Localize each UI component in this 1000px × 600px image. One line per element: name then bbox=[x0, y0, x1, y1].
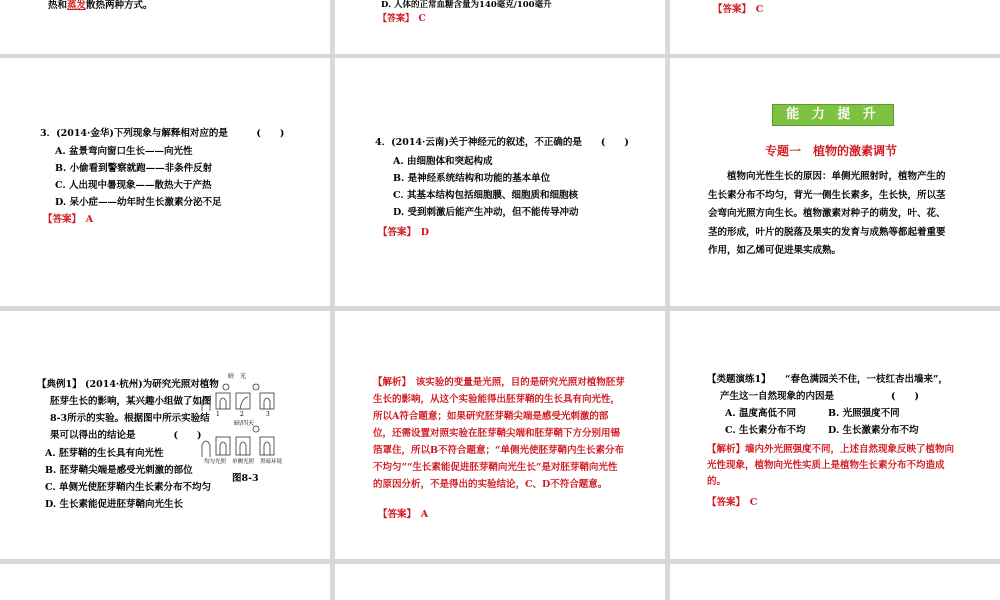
topic-title: 专题一 植物的激素调节 bbox=[765, 144, 898, 158]
slide-12 bbox=[670, 564, 1000, 600]
option-d: D. 人体的正常血糖含量为140毫克/100毫升 bbox=[381, 0, 552, 10]
option-b: B. 胚芽鞘尖端是感受光刺激的部位 bbox=[45, 465, 193, 476]
example-label: 【典例1】 bbox=[37, 379, 82, 390]
slide-11 bbox=[335, 564, 665, 600]
answer: 【答案】 C bbox=[707, 497, 758, 508]
option-a: A. 由细胞体和突起构成 bbox=[393, 156, 493, 167]
question-line-1: “春色满园关不住，一枝红杏出墙来”， bbox=[785, 374, 948, 385]
analysis-label: 【解析】 bbox=[373, 377, 407, 388]
option-c: C. 其基本结构包括细胞膜、细胞质和细胞核 bbox=[393, 190, 579, 201]
slide-1-text: 热和蒸发散热两种方式。 bbox=[48, 0, 153, 11]
question-line-2: 产生这一自然现象的内因是 ( ) bbox=[720, 391, 919, 402]
question-line-1: (2014·杭州)为研究光照对植物 bbox=[85, 379, 219, 390]
answer: 【答案】 C bbox=[378, 14, 426, 24]
question: 3．(2014·金华)下列现象与解释相对应的是 ( ) bbox=[40, 128, 285, 139]
slide-9 bbox=[670, 311, 1000, 559]
option-a: A. 盆景弯向窗口生长——向光性 bbox=[55, 146, 193, 157]
topic-paragraph: 植物向光性生长的原因：单侧光照射时，植物产生的生长素分布不均匀，背光一侧生长素多，生长快，所以茎会弯向光照方向生长。植物激素对种子的萌发，叶、花、茎的形成，叶片的脱落及果实的发育与成熟等都起着重要作用，如乙烯可促进果实成熟。 bbox=[708, 171, 946, 256]
option-a: A. 胚芽鞘的生长具有向光性 bbox=[45, 448, 164, 459]
analysis-label: 【解析】 bbox=[707, 444, 746, 455]
practice-label: 【类题演练1】 bbox=[707, 374, 771, 385]
figure-num-1: 1 bbox=[216, 411, 220, 418]
answer: 【答案】 C bbox=[713, 4, 764, 15]
slide-2 bbox=[335, 0, 665, 54]
figure-num-3: 3 bbox=[266, 411, 270, 418]
question: 4．(2014·云南)关于神经元的叙述，不正确的是 ( ) bbox=[375, 137, 629, 148]
experiment-figure bbox=[198, 373, 290, 473]
option-c: C. 生长素分布不均 bbox=[725, 425, 806, 436]
slide-5 bbox=[335, 58, 665, 306]
option-d: D. 呆小症——幼年时生长激素分泌不足 bbox=[55, 197, 222, 208]
analysis-paragraph bbox=[373, 374, 625, 493]
option-d: D. 受到刺激后能产生冲动，但不能传导冲动 bbox=[393, 207, 579, 218]
answer: 【答案】 D bbox=[378, 227, 430, 238]
figure-top-label: 暗 光 bbox=[228, 373, 247, 380]
section-banner: 能 力 提 升 bbox=[772, 104, 894, 126]
analysis-text: 该实验的变量是光照，目的是研究光照对植物胚芽生长的影响，从这个实验能得出胚芽鞘的生长具有向光性，所以A符合题意；如果研究胚芽鞘尖端是感受光刺激的部位，还需设置对照实验在胚芽鞘尖端和胚芽鞘下方分别用锡箔罩住，所以B不符合题意；“单侧光使胚芽鞘内生长素分布不均匀”“生长素能促进胚芽鞘向光生长”是对胚芽鞘向光性的原因分析，不是得出的实验结论，C、D不符合题意。 bbox=[373, 377, 625, 490]
option-b: B. 是神经系统结构和功能的基本单位 bbox=[393, 173, 551, 184]
figure-num-2: 2 bbox=[240, 411, 244, 418]
figure-bottom-label: 暗/四天 bbox=[234, 420, 255, 427]
slide-10 bbox=[0, 564, 330, 600]
option-d: D. 生长激素分布不均 bbox=[828, 425, 919, 436]
option-a: A. 温度高低不同 bbox=[725, 408, 796, 419]
option-d: D. 生长素能促进胚芽鞘向光生长 bbox=[45, 499, 184, 510]
figure-caption-1: 均匀光照 bbox=[204, 459, 227, 465]
answer: 【答案】 A bbox=[378, 509, 429, 520]
slide-3 bbox=[670, 0, 1000, 54]
figure-caption-2: 单侧光照 bbox=[232, 459, 255, 465]
option-c: C. 单侧光使胚芽鞘内生长素分布不均匀 bbox=[45, 482, 212, 493]
figure-caption-3: 黑暗环境 bbox=[260, 459, 283, 465]
slide-1 bbox=[0, 0, 330, 54]
answer: 【答案】 A bbox=[43, 214, 94, 225]
slide-7 bbox=[0, 311, 330, 559]
analysis-text: 墙内外光照强度不同，上述自然现象反映了植物向光性现象，植物向光性实质上是植物生长素分布不均造成的。 bbox=[707, 444, 955, 487]
question-line-4: 果可以得出的结论是 ( ) bbox=[50, 430, 202, 441]
question-line-3: 8-3所示的实验。根据图中所示实验结 bbox=[50, 413, 210, 424]
option-b: B. 光照强度不同 bbox=[828, 408, 900, 419]
figure-caption: 图8-3 bbox=[232, 473, 259, 484]
analysis-paragraph bbox=[707, 442, 957, 490]
option-c: C. 人出现中暑现象——散热大于产热 bbox=[55, 180, 212, 191]
slide-8 bbox=[335, 311, 665, 559]
option-b: B. 小偷看到警察就跑——非条件反射 bbox=[55, 163, 213, 174]
question-line-2: 胚芽生长的影响，某兴趣小组做了如图 bbox=[50, 396, 212, 407]
slide-4 bbox=[0, 58, 330, 306]
